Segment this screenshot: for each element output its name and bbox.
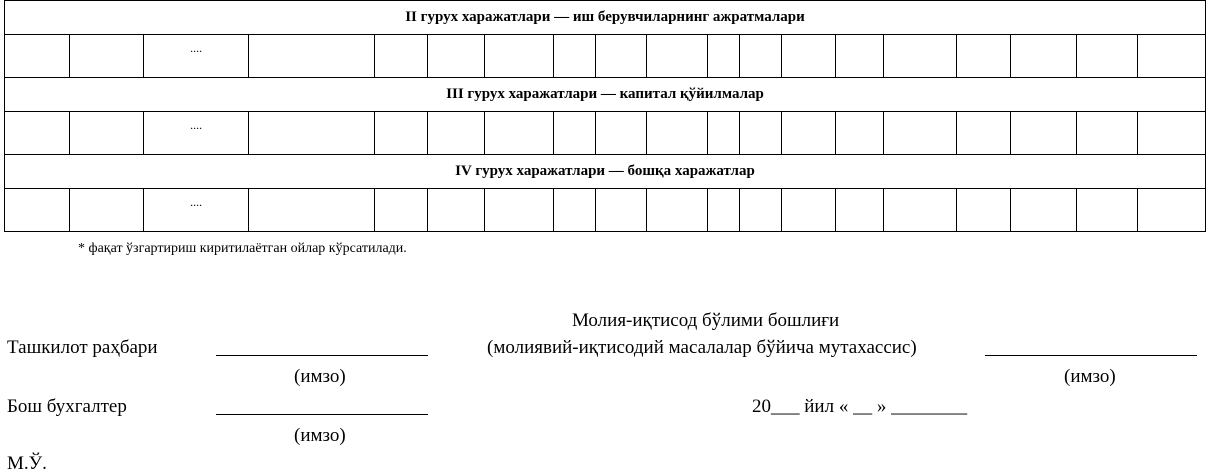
finance-signature-hint: (имзо)	[1064, 366, 1116, 387]
table-row	[5, 35, 1206, 78]
head-label: Ташкилот раҳбари	[7, 337, 158, 358]
row-marker: ....	[143, 189, 248, 232]
table-cell[interactable]	[374, 112, 427, 155]
group-header-row	[5, 155, 1206, 189]
table-cell[interactable]	[596, 112, 647, 155]
table-cell[interactable]	[957, 189, 1010, 232]
head-signature-hint: (имзо)	[294, 366, 346, 387]
accountant-label: Бош бухгалтер	[7, 396, 127, 417]
table-cell[interactable]	[740, 189, 782, 232]
table-cell[interactable]	[836, 112, 884, 155]
stamp-label: М.Ў.	[7, 453, 47, 474]
table-cell[interactable]	[647, 112, 708, 155]
table-cell[interactable]	[554, 35, 596, 78]
table-cell[interactable]	[884, 35, 957, 78]
table-cell[interactable]	[1010, 35, 1077, 78]
table-cell[interactable]	[554, 189, 596, 232]
table-cell[interactable]	[1077, 112, 1138, 155]
table-cell[interactable]	[596, 35, 647, 78]
table-cell[interactable]	[5, 189, 70, 232]
table-cell[interactable]	[427, 35, 484, 78]
table-cell[interactable]	[781, 112, 835, 155]
accountant-signature-line[interactable]	[216, 414, 428, 415]
table-cell[interactable]	[647, 189, 708, 232]
footnote: * фақат ўзгартириш киритилаётган ойлар кўрсатилади.	[78, 241, 407, 256]
table-cell[interactable]	[249, 189, 374, 232]
group-3-title: III гурух харажатлари — капитал қўйилмалар	[5, 78, 1206, 112]
table-cell[interactable]	[781, 35, 835, 78]
table-cell[interactable]	[884, 112, 957, 155]
table-cell[interactable]	[69, 189, 143, 232]
table-cell[interactable]	[69, 112, 143, 155]
table-cell[interactable]	[707, 189, 739, 232]
table-cell[interactable]	[69, 35, 143, 78]
row-marker: ....	[143, 35, 248, 78]
table-cell[interactable]	[249, 112, 374, 155]
table-cell[interactable]	[647, 35, 708, 78]
table-cell[interactable]	[781, 189, 835, 232]
table-cell[interactable]	[485, 35, 554, 78]
table-cell[interactable]	[1077, 35, 1138, 78]
table-cell[interactable]	[1137, 35, 1205, 78]
date-line: 20___ йил « __ » ________	[752, 396, 968, 417]
table-row	[5, 189, 1206, 232]
table-cell[interactable]	[1137, 112, 1205, 155]
group-header-row	[5, 1, 1206, 35]
table-cell[interactable]	[740, 112, 782, 155]
table-cell[interactable]	[374, 189, 427, 232]
table-cell[interactable]	[5, 112, 70, 155]
group-header-row	[5, 78, 1206, 112]
row-marker: ....	[143, 112, 248, 155]
table-cell[interactable]	[554, 112, 596, 155]
table-cell[interactable]	[427, 112, 484, 155]
table-cell[interactable]	[836, 35, 884, 78]
table-cell[interactable]	[957, 112, 1010, 155]
table-cell[interactable]	[707, 35, 739, 78]
table-cell[interactable]	[836, 189, 884, 232]
group-2-title: II гурух харажатлари — иш берувчиларнинг ажратмалари	[5, 1, 1206, 35]
table-cell[interactable]	[427, 189, 484, 232]
table-row	[5, 112, 1206, 155]
table-cell[interactable]	[1137, 189, 1205, 232]
table-cell[interactable]	[374, 35, 427, 78]
table-cell[interactable]	[596, 189, 647, 232]
finance-signature-line[interactable]	[985, 355, 1197, 356]
expense-table	[4, 0, 1206, 232]
table-cell[interactable]	[1077, 189, 1138, 232]
table-cell[interactable]	[884, 189, 957, 232]
head-signature-line[interactable]	[216, 355, 428, 356]
finance-head-title: Молия-иқтисод бўлими бошлиғи	[572, 310, 840, 331]
table-cell[interactable]	[249, 35, 374, 78]
table-cell[interactable]	[485, 112, 554, 155]
table-cell[interactable]	[485, 189, 554, 232]
finance-head-subtitle: (молиявий-иқтисодий масалалар бўйича мутахассис)	[487, 337, 917, 358]
table-cell[interactable]	[707, 112, 739, 155]
group-4-title: IV гурух харажатлари — бошқа харажатлар	[5, 155, 1206, 189]
table-cell[interactable]	[957, 35, 1010, 78]
table-cell[interactable]	[740, 35, 782, 78]
table-cell[interactable]	[1010, 189, 1077, 232]
table-cell[interactable]	[5, 35, 70, 78]
table-cell[interactable]	[1010, 112, 1077, 155]
accountant-signature-hint: (имзо)	[294, 425, 346, 446]
